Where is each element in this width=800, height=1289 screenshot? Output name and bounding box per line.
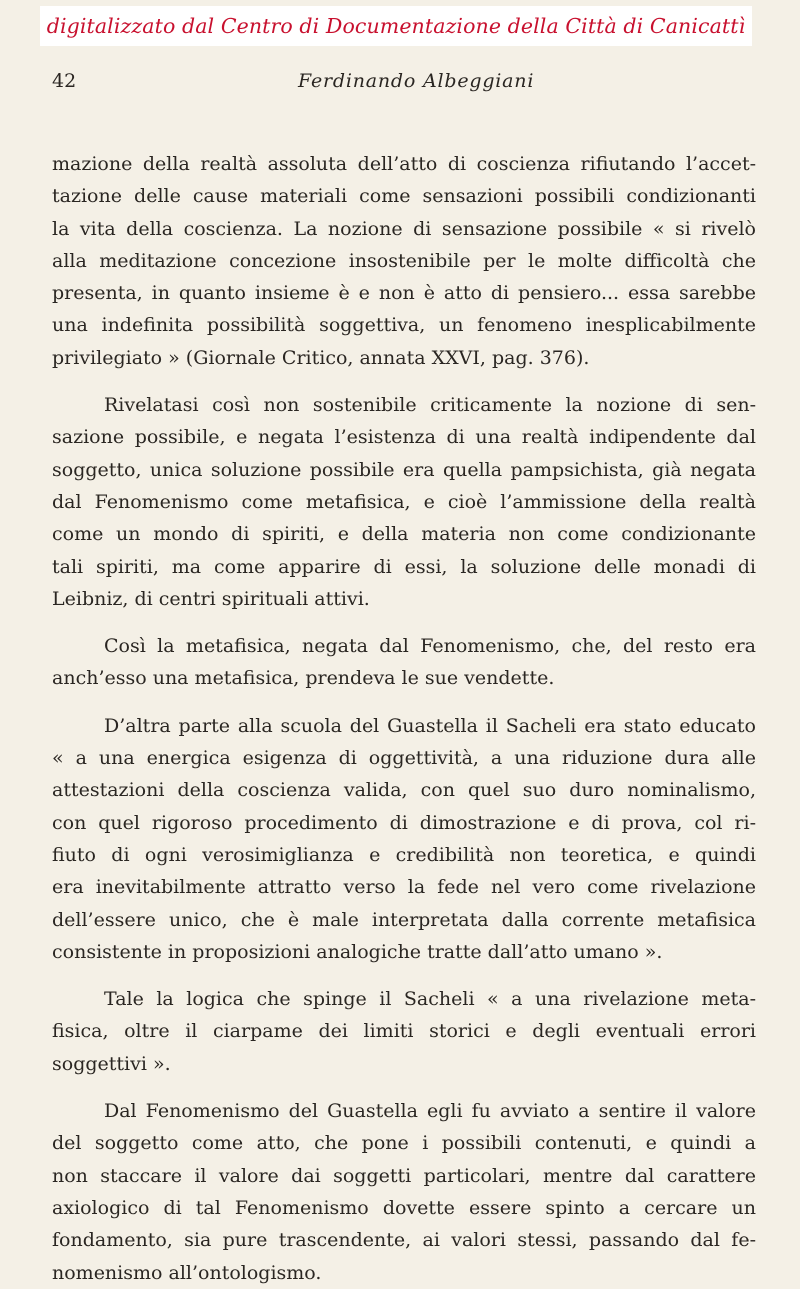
text-line: fiuto di ogni verosimiglianza e credibilità non teoretica, e quindi (52, 843, 756, 866)
text-line: axiologico di tal Fenomenismo dovette essere spinto a cercare un (52, 1196, 756, 1219)
text-line: dell’essere unico, che è male interpretata dalla corrente metafisica (52, 908, 756, 931)
paragraph-gap (52, 615, 756, 630)
text-line: alla meditazione concezione insostenibile per le molte difficoltà che (52, 249, 756, 272)
paragraph-gap (52, 968, 756, 983)
paragraph-gap (52, 1080, 756, 1095)
paragraph-gap (52, 374, 756, 389)
text-line: Leibniz, di centri spirituali attivi. (52, 587, 370, 610)
watermark-text: digitalizzato dal Centro di Documentazione della Città di Canicattì (46, 14, 746, 38)
running-head-author: Ferdinando Albeggiani (298, 70, 535, 92)
text-line: dal Fenomenismo come metafisica, e cioè l’ammissione della realtà (52, 490, 756, 513)
text-line: sazione possibile, e negata l’esistenza di una realtà indipendente dal (52, 426, 756, 449)
page-number: 42 (52, 70, 77, 92)
paragraph-4 (52, 710, 756, 968)
text-line: anch’esso una metafisica, prendeva le sue vendette. (52, 667, 555, 690)
text-line: D’altra parte alla scuola del Guastella il Sacheli era stato educato (104, 714, 756, 737)
text-line: tali spiriti, ma come apparire di essi, la soluzione delle monadi di (52, 555, 756, 578)
text-line: una indefinita possibilità soggettiva, un fenomeno inesplicabilmente (52, 314, 756, 337)
text-line: mazione della realtà assoluta dell’atto di coscienza rifiutando l’accet- (52, 153, 756, 175)
text-line: privilegiato » (Giornale Critico, annata XXVI, pag. 376). (52, 346, 590, 369)
text-line: nomenismo all’ontologismo. (52, 1261, 322, 1284)
digitization-watermark (40, 6, 752, 46)
paragraph-6 (52, 1095, 756, 1289)
text-line: Rivelatasi così non sostenibile criticamente la nozione di sen- (104, 394, 756, 417)
text-line: era inevitabilmente attratto verso la fede nel vero come rivelazione (52, 876, 756, 899)
text-line: tazione delle cause materiali come sensazioni possibili condizionanti (52, 185, 756, 208)
body-text (52, 148, 756, 1289)
text-line: come un mondo di spiriti, e della materia non come condizionante (52, 523, 756, 546)
text-line: presenta, in quanto insieme è e non è atto di pensiero... essa sarebbe (52, 282, 756, 305)
paragraph-1 (52, 148, 756, 374)
text-line: Tale la logica che spinge il Sacheli « a una rivelazione meta- (104, 988, 756, 1011)
paragraph-5 (52, 983, 756, 1080)
text-line: Dal Fenomenismo del Guastella egli fu avviato a sentire il valore (104, 1100, 756, 1123)
text-line: con quel rigoroso procedimento di dimostrazione e di prova, col ri- (52, 811, 756, 834)
paragraph-3 (52, 630, 756, 695)
paragraph-2 (52, 389, 756, 615)
text-line: « a una energica esigenza di oggettività, a una riduzione dura alle (52, 747, 756, 770)
text-line: la vita della coscienza. La nozione di sensazione possibile « si rivelò (52, 217, 756, 240)
text-line: del soggetto come atto, che pone i possibili contenuti, e quindi a (52, 1132, 756, 1155)
paragraph-gap (52, 695, 756, 710)
text-line: soggettivi ». (52, 1052, 171, 1075)
text-line: non staccare il valore dai soggetti particolari, mentre dal carattere (52, 1164, 756, 1187)
text-line: fisica, oltre il ciarpame dei limiti storici e degli eventuali errori (52, 1020, 756, 1043)
text-line: Così la metafisica, negata dal Fenomenismo, che, del resto era (104, 635, 756, 658)
text-line: consistente in proposizioni analogiche tratte dall’atto umano ». (52, 940, 663, 963)
text-line: attestazioni della coscienza valida, con quel suo duro nominalismo, (52, 779, 756, 802)
text-line: soggetto, unica soluzione possibile era quella pampsichista, già negata (52, 458, 756, 481)
text-line: fondamento, sia pure trascendente, ai valori stessi, passando dal fe- (52, 1229, 756, 1252)
